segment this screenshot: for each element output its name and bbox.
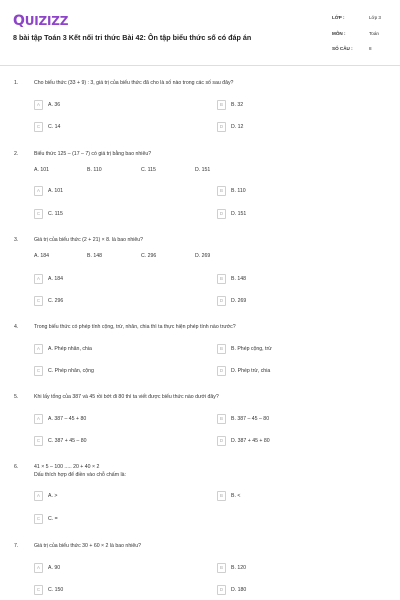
option-text: B. 148: [231, 275, 246, 282]
option-text: A. 101: [48, 187, 63, 194]
option-letter-box: B: [217, 186, 226, 196]
option-letter-box: C: [34, 436, 43, 446]
option-letter-box: C: [34, 122, 43, 132]
option-letter-box: B: [217, 344, 226, 354]
worksheet-header: [0, 0, 400, 66]
inline-option: B. 148: [87, 253, 102, 259]
option-text: D. 269: [231, 297, 247, 304]
meta-value: 8: [369, 46, 372, 51]
question-number: 2.: [14, 151, 19, 157]
meta-value: Toán: [369, 31, 379, 36]
option-text: C. 296: [48, 297, 64, 304]
question-number: 4.: [14, 324, 19, 330]
question-subtext: Dấu thích hợp để điền vào chỗ chấm là:: [34, 472, 126, 478]
logo-letter-q: Q: [13, 13, 25, 29]
option-letter-box: C: [34, 514, 43, 524]
option-letter-box: C: [34, 366, 43, 376]
option-text: C. 150: [48, 586, 64, 593]
option-letter-box: B: [217, 563, 226, 573]
option-text: B. Phép cộng, trừ: [231, 345, 272, 352]
option-text: D. 151: [231, 210, 247, 217]
option-letter-box: A: [34, 274, 43, 284]
option-letter-box: B: [217, 491, 226, 501]
option-text: C. 115: [48, 210, 63, 217]
option-letter-box: B: [217, 274, 226, 284]
option-text: B. 32: [231, 101, 244, 108]
option-letter-box: D: [217, 585, 226, 595]
option-letter-box: D: [217, 366, 226, 376]
question-text: Giá trị của biểu thức (2 + 21) × 8. là bao nhiêu?: [34, 237, 144, 243]
option-letter-box: C: [34, 585, 43, 595]
option-letter-box: D: [217, 209, 226, 219]
question-number: 1.: [14, 80, 19, 86]
option-text: B. 110: [231, 187, 246, 194]
option-letter-box: B: [217, 414, 226, 424]
question-text: Biểu thức 125 – (17 – 7) có giá trị bằng bao nhiêu?: [34, 151, 152, 157]
inline-option: C. 296: [141, 253, 157, 259]
option-letter-box: A: [34, 100, 43, 110]
inline-option: D. 151: [195, 167, 211, 173]
question-text: Giá trị của biểu thức 30 + 60 × 2 là bao nhiêu?: [34, 543, 142, 549]
option-letter-box: A: [34, 344, 43, 354]
option-letter-box: A: [34, 414, 43, 424]
option-letter-box: D: [217, 436, 226, 446]
option-text: C. =: [48, 515, 58, 522]
option-text: D. 180: [231, 586, 247, 593]
option-text: C. 14: [48, 123, 61, 130]
question-number: 3.: [14, 237, 19, 243]
option-letter-box: B: [217, 100, 226, 110]
option-text: A. 36: [48, 101, 61, 108]
meta-value: Lớp 3: [369, 15, 381, 20]
option-letter-box: A: [34, 491, 43, 501]
option-text: D. Phép trừ, chia: [231, 367, 271, 374]
option-letter-box: A: [34, 563, 43, 573]
inline-option: C. 115: [141, 167, 156, 173]
option-text: D. 387 + 45 + 80: [231, 437, 270, 444]
option-letter-box: C: [34, 209, 43, 219]
option-text: A. 387 – 45 + 80: [48, 415, 87, 422]
option-text: C. Phép nhân, cộng: [48, 367, 94, 374]
question-number: 6.: [14, 464, 19, 470]
logo-wordmark: UIZIZZ: [24, 14, 69, 28]
question-text: Khi lấy tổng của 387 và 45 rồi bớt đi 80 thì ta viết được biểu thức nào dưới đây?: [34, 394, 219, 400]
meta-label: SỐ CÂU :: [332, 46, 353, 51]
option-letter-box: D: [217, 122, 226, 132]
option-text: B. 120: [231, 564, 246, 571]
worksheet-title: 8 bài tập Toán 3 Kết nối tri thức Bài 42: Ôn tập biểu thức số có đáp án: [13, 33, 252, 42]
question-number: 7.: [14, 543, 19, 549]
option-text: A. Phép nhân, chia: [48, 345, 92, 352]
option-text: C. 387 + 45 – 80: [48, 437, 87, 444]
question-text: Trong biểu thức có phép tính cộng, trừ, nhân, chia thì ta thực hiện phép tính nào trước?: [34, 324, 236, 330]
meta-label: MÔN :: [332, 31, 346, 36]
option-letter-box: C: [34, 296, 43, 306]
option-letter-box: A: [34, 186, 43, 196]
option-text: B. 387 – 45 – 80: [231, 415, 270, 422]
inline-option: A. 184: [34, 253, 49, 259]
question-text: Cho biểu thức (33 + 9) : 3, giá trị của biểu thức đã cho là số nào trong các số sau đây?: [34, 80, 234, 86]
inline-option: A. 101: [34, 167, 49, 173]
question-text: 41 × 5 – 100 ..... 20 + 40 × 2: [34, 464, 100, 470]
option-letter-box: D: [217, 296, 226, 306]
option-text: B. <: [231, 492, 241, 499]
option-text: A. 184: [48, 275, 63, 282]
question-number: 5.: [14, 394, 19, 400]
option-text: A. 90: [48, 564, 61, 571]
option-text: D. 12: [231, 123, 244, 130]
meta-label: LỚP :: [332, 15, 345, 20]
inline-option: D. 269: [195, 253, 211, 259]
quizizz-logo: [13, 13, 68, 29]
inline-option: B. 110: [87, 167, 102, 173]
option-text: A. >: [48, 492, 58, 499]
